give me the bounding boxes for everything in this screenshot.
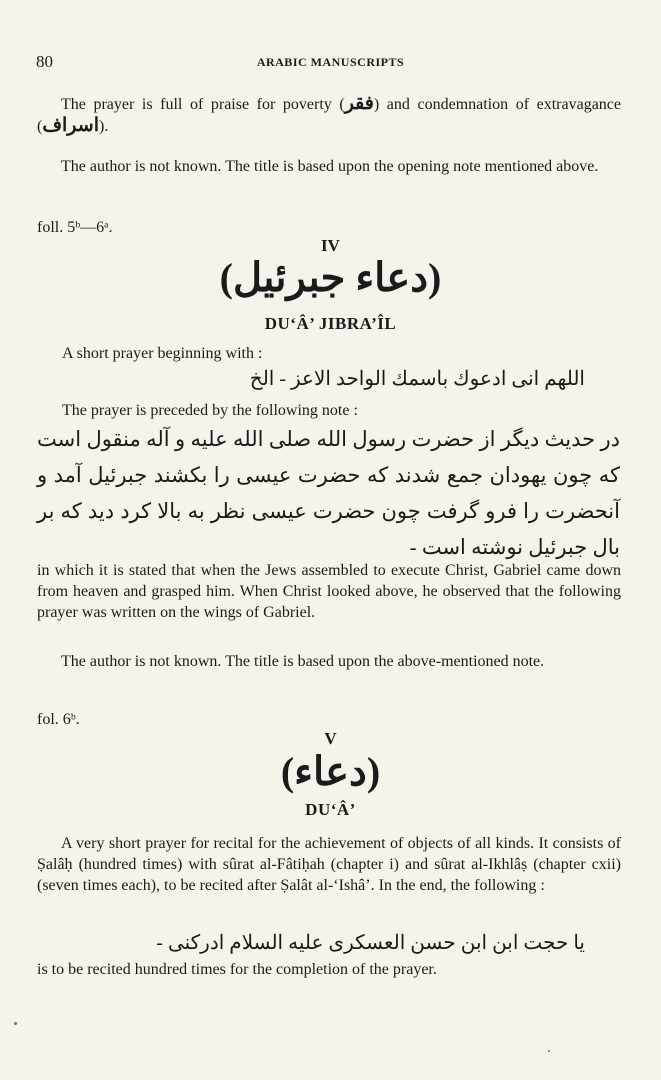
note-intro-iv: The prayer is preceded by the following note : [62,402,358,419]
arabic-faqr: فقر [344,93,374,114]
arabic-line-v: يا حجت ابن ابن حسن العسکری علیه السلام ادرکنی - [156,932,585,954]
arabic-opening-iv: اللهم انى ادعوك باسمك الواحد الاعز - الخ [249,368,585,390]
explanation-iv: in which it is stated that when the Jews assembled to execute Christ, Gabriel came down from heaven and grasped him. When Christ looked above, he observed that the following prayer was written on the wings of Gabriel. [37,562,621,621]
entry-number-iv: IV [321,236,340,255]
poverty-text-2: ) and condemnation of extravagance ( [37,96,622,135]
description-v: A very short prayer for recital for the achievement of objects of all kinds. It consists of Ṣalâḥ (hundred times) with sûrat al-Fâtiḥah (chapter i) and sûrat al-Ikhlâṣ (chapter cxii) (seven times each), to be recited after Ṣalât al-‘Ishâ’. In the end, the following : [37,835,621,894]
poverty-paragraph [37,93,621,137]
folio-iv: foll. 5ᵇ—6ᵃ. [37,219,113,236]
poverty-text-1: The prayer is full of praise for poverty ( [61,96,345,113]
persian-note-iv: در حدیث دیگر از حضرت رسول الله صلی الله علیه و آله منقول است که چون یهودان جمع شدند که حضرت عیسی را بکشند جبرئیل آمد و آنحضرت را فرو گرفت چون حضرت عیسی نظر به بالا کرد دید که بر بال جبرئیل نوشته است - [37,427,620,559]
author-paragraph-1: The author is not known. The title is based upon the opening note mentioned above. [61,158,599,175]
paper-speck [14,1022,17,1025]
poverty-text-3: ). [99,118,109,135]
folio-v: fol. 6ᵇ. [37,711,80,728]
title-v: DU‘Â’ [305,800,356,819]
closing-paragraph-v: is to be recited hundred times for the completion of the prayer. [37,961,437,978]
paper-speck [548,1050,550,1052]
arabic-israf: اسراف [42,115,99,136]
entry-number-v: V [324,729,337,748]
title-iv: DU‘Â’ JIBRA’ÎL [264,314,397,333]
arabic-title-iv: (دعاء جبرئيل) [219,255,442,300]
running-head: ARABIC MANUSCRIPTS [256,55,405,69]
intro-iv: A short prayer beginning with : [62,345,263,362]
arabic-title-v: (دعاء) [280,749,381,794]
author-paragraph-iv: The author is not known. The title is based upon the above-mentioned note. [61,653,545,670]
page-number: 80 [36,52,53,71]
